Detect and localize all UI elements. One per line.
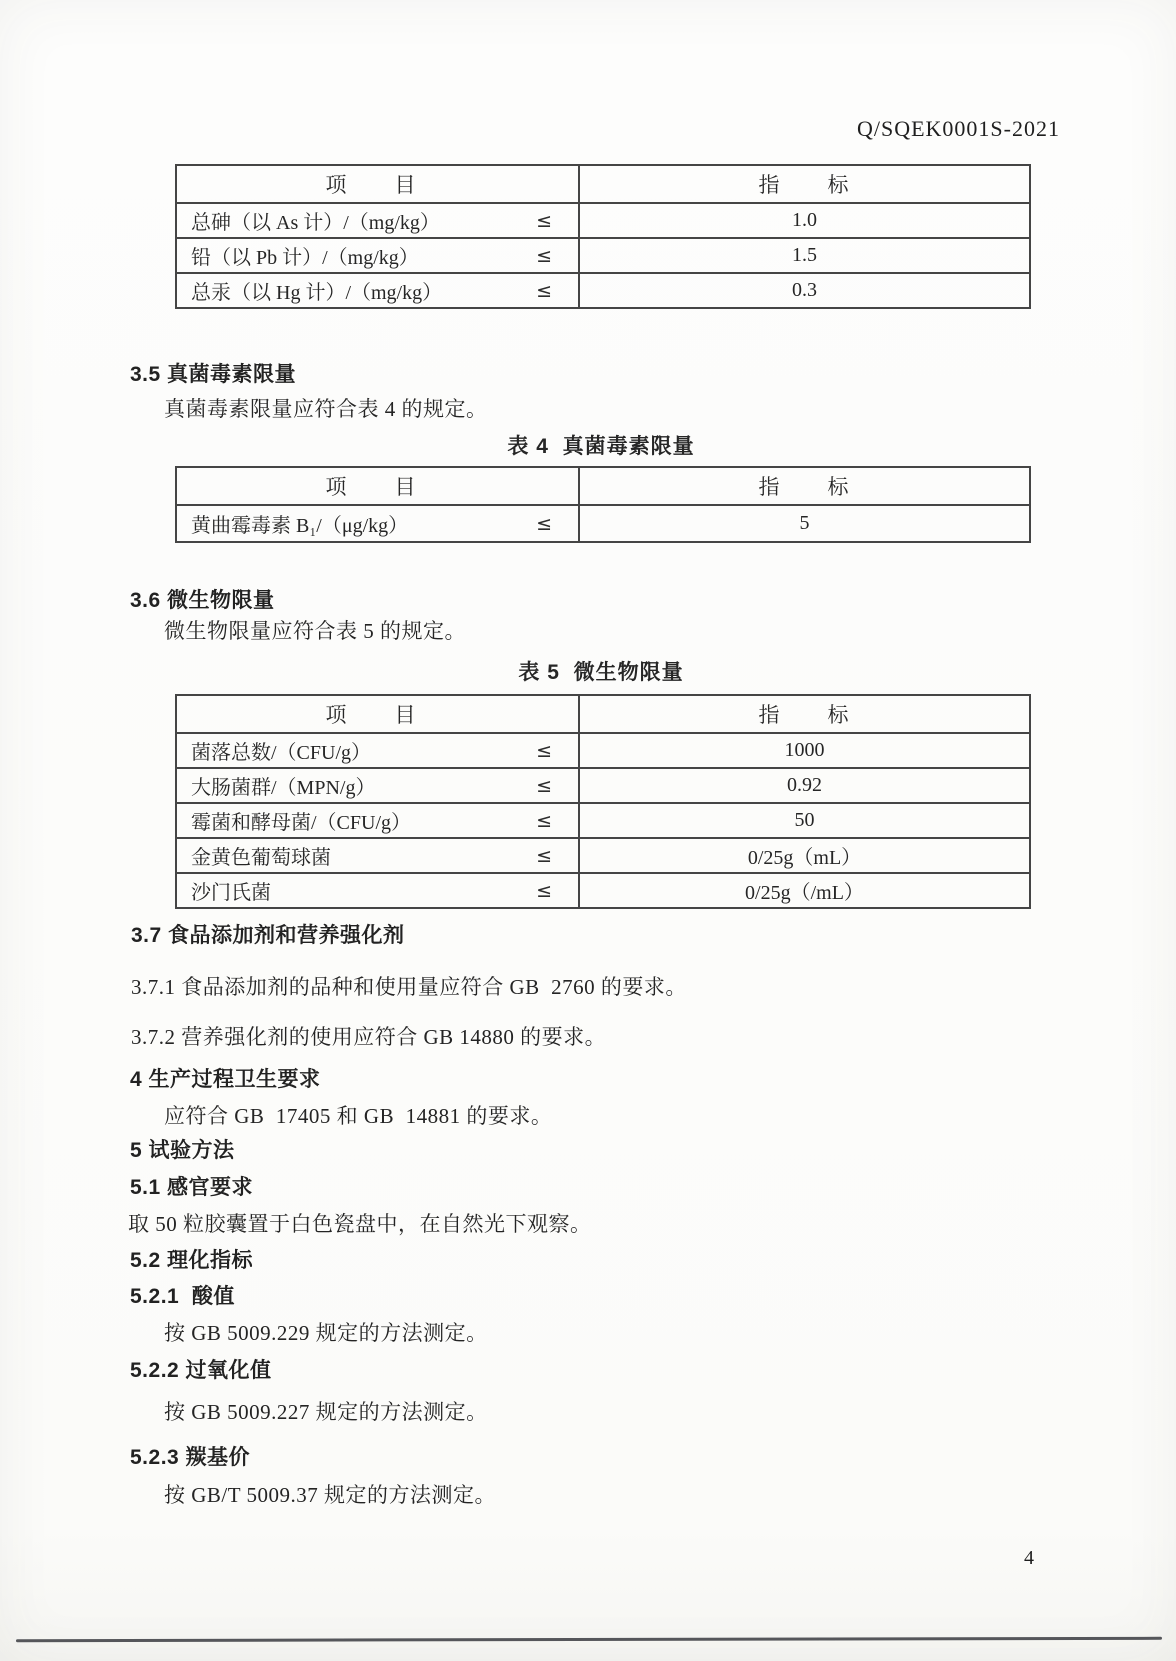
lte-symbol: ≤ — [536, 209, 552, 232]
item-label: 金黄色葡萄球菌 — [191, 847, 331, 869]
header-cell-value: 指 标 — [758, 475, 851, 499]
item-label: 沙门氏菌 — [191, 882, 271, 904]
section-3-6-heading: 3.6 微生物限量 — [130, 589, 275, 612]
section-3-7-1: 3.7.1 食品添加剂的品种和使用量应符合 GB 2760 的要求。 — [131, 975, 687, 999]
table-row — [177, 272, 1029, 307]
limit-value: 1.5 — [792, 244, 817, 266]
lte-symbol: ≤ — [536, 844, 552, 867]
lte-symbol: ≤ — [536, 809, 552, 832]
header-cell-value: 指 标 — [758, 703, 851, 727]
table-row — [177, 732, 1029, 767]
section-3-7-2: 3.7.2 营养强化剂的使用应符合 GB 14880 的要求。 — [131, 1025, 607, 1049]
section-3-7-heading: 3.7 食品添加剂和营养强化剂 — [131, 924, 405, 947]
lte-symbol: ≤ — [536, 739, 552, 762]
section-3-5-body: 真菌毒素限量应符合表 4 的规定。 — [164, 397, 488, 421]
item-label: 黄曲霉毒素 B₁/（μg/kg） — [191, 515, 409, 537]
table-header-row — [177, 696, 1029, 732]
limit-value: 0.92 — [787, 774, 822, 796]
header-cell-item: 项 目 — [177, 468, 580, 504]
table-header-row — [177, 166, 1029, 202]
header-cell-item: 项 目 — [177, 166, 580, 202]
lte-symbol: ≤ — [536, 774, 552, 797]
table-row — [177, 767, 1029, 802]
section-5-1-body: 取 50 粒胶囊置于白色瓷盘中，在自然光下观察。 — [128, 1212, 592, 1236]
page-bottom-edge — [16, 1637, 1162, 1642]
limit-value: 50 — [794, 809, 815, 831]
section-5-2-1-body: 按 GB 5009.229 规定的方法测定。 — [164, 1321, 488, 1345]
limit-value: 5 — [799, 512, 810, 534]
doc-number: Q/SQEK0001S-2021 — [856, 116, 1060, 141]
section-5-2-2-heading: 5.2.2 过氧化值 — [130, 1359, 272, 1382]
item-label: 铅（以 Pb 计）/（mg/kg） — [191, 247, 419, 269]
lte-symbol: ≤ — [536, 279, 552, 302]
section-5-2-3-body: 按 GB/T 5009.37 规定的方法测定。 — [164, 1483, 496, 1507]
section-5-2-3-heading: 5.2.3 羰基价 — [130, 1446, 251, 1469]
limit-value: 1.0 — [792, 209, 817, 231]
lte-symbol: ≤ — [536, 879, 552, 902]
table-header-row — [177, 468, 1029, 504]
table-row — [177, 872, 1029, 907]
table-5-title: 表 5 微生物限量 — [518, 661, 684, 684]
item-label: 霉菌和酵母菌/（CFU/g） — [191, 812, 412, 834]
lte-symbol: ≤ — [536, 244, 552, 267]
item-label: 总砷（以 As 计）/（mg/kg） — [191, 212, 440, 234]
table-row — [177, 237, 1029, 272]
heavy-metals-table — [175, 164, 1031, 309]
page-number: 4 — [1024, 1547, 1034, 1569]
table-row — [177, 837, 1029, 872]
table-row — [177, 202, 1029, 237]
microbe-table — [175, 694, 1031, 909]
limit-value: 1000 — [784, 739, 825, 761]
header-cell-item: 项 目 — [177, 696, 580, 732]
limit-value: 0/25g（/mL） — [745, 882, 864, 904]
section-4-heading: 4 生产过程卫生要求 — [130, 1068, 321, 1091]
item-label: 菌落总数/（CFU/g） — [191, 742, 372, 764]
limit-value: 0/25g（mL） — [747, 847, 862, 869]
section-5-2-1-heading: 5.2.1 酸值 — [130, 1285, 235, 1308]
lte-symbol: ≤ — [536, 512, 552, 535]
item-label: 大肠菌群/（MPN/g） — [191, 777, 376, 799]
limit-value: 0.3 — [792, 279, 817, 301]
mycotoxin-table — [175, 466, 1031, 543]
section-4-body: 应符合 GB 17405 和 GB 14881 的要求。 — [164, 1104, 553, 1128]
table-row — [177, 504, 1029, 541]
section-5-1-heading: 5.1 感官要求 — [130, 1176, 254, 1199]
section-3-6-body: 微生物限量应符合表 5 的规定。 — [164, 619, 466, 643]
table-4-title: 表 4 真菌毒素限量 — [507, 435, 695, 458]
section-5-heading: 5 试验方法 — [130, 1139, 235, 1162]
header-cell-value: 指 标 — [758, 173, 851, 197]
section-5-2-heading: 5.2 理化指标 — [130, 1249, 254, 1272]
item-label: 总汞（以 Hg 计）/（mg/kg） — [191, 282, 443, 304]
section-5-2-2-body: 按 GB 5009.227 规定的方法测定。 — [164, 1400, 488, 1424]
section-3-5-heading: 3.5 真菌毒素限量 — [130, 363, 297, 386]
table-row — [177, 802, 1029, 837]
